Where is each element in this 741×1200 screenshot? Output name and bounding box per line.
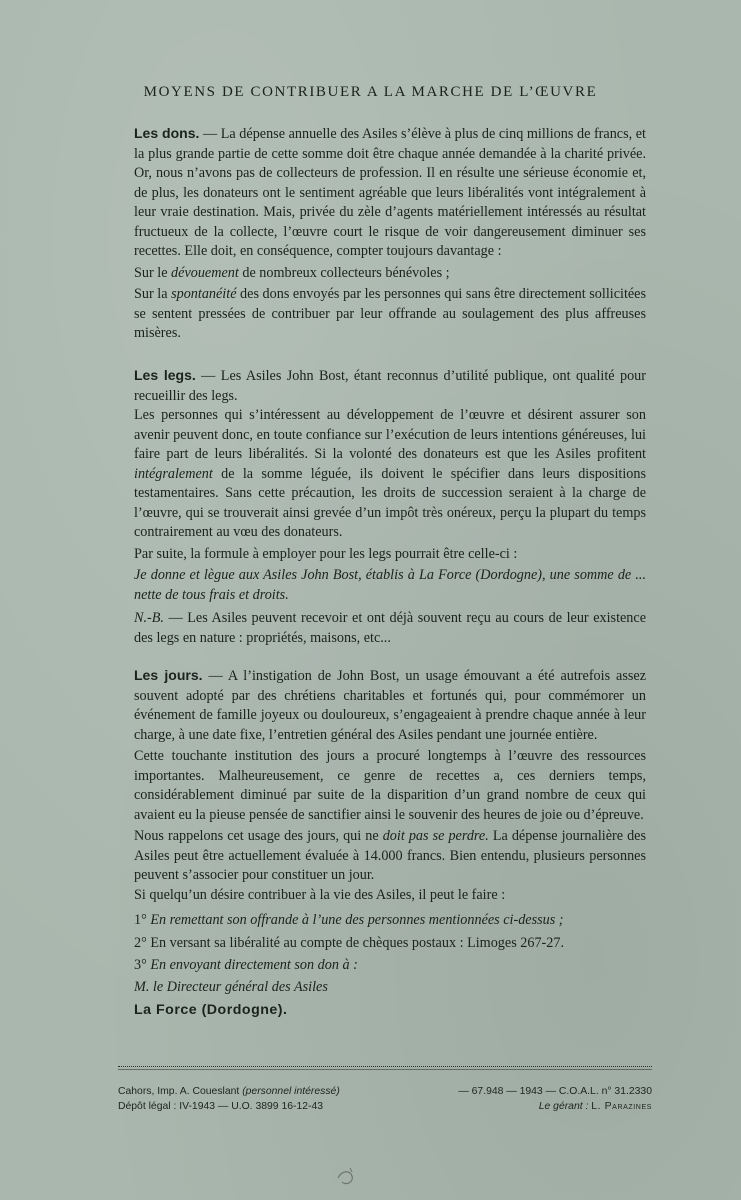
list-number-1: 1° [134,912,147,928]
page-title: MOYENS DE CONTRIBUER A LA MARCHE DE L’ŒUVRE [143,84,598,100]
jours-paragraph-2: Cette touchante institution des jours a procuré longtemps à l’œuvre des ressources importantes. Malheureusement, ce genre de recettes a, ces derniers temps, considérablement diminué par suite de la disparition d’un grand nombre de ceux qui avaient eu la pieuse pensée de sanctifier ainsi le souvenir des heures de joie ou d’épreuve. [134,748,646,823]
jours-title: Les jours. [134,667,203,683]
imprint-manager-label: Le gérant : [538,1101,589,1112]
address-place [134,1001,646,1021]
imprint-manager-name: L. Parazines [591,1101,652,1112]
dons-text-2a: Sur le [134,264,172,281]
footer-rule [118,1066,652,1067]
list-number-3: 3° [134,957,147,973]
dons-text-1: — La dépense annuelle des Asiles s’élève à plus de cinq millions de francs, et la plus grande partie de cette somme doit être chaque année demandée à la charité privée. Or, nous n’avons pas de collecteurs de profession. Il en résulte une sérieuse économie et, de plus, les donateurs ont le sentiment agréable que leurs libéralités vont intégralement à leur vraie destination. Mais, privée du zèle d’agents matériellement intéressés au résultat fructueux de la collecte, l’œuvre court le risque de voir dangereusement diminuer ses recettes. Elle doit, en conséquence, compter toujours davantage : [134,126,646,259]
section-legs [134,366,646,648]
legs-paragraph-3: Par suite, la formule à employer pour les legs pourrait être celle-ci : [134,545,518,562]
legs-title: Les legs. [134,367,196,383]
imprint-reference: — 67.948 — 1943 — C.O.A.L. n° 31.2330 [458,1086,652,1097]
section-jours [134,666,646,1021]
imprint-line-2 [118,1099,652,1114]
jours-paragraph-4: Si quelqu’un désire contribuer à la vie des Asiles, il peut le faire : [134,886,506,903]
paper-mark-icon [332,1160,362,1190]
list-text-2: En versant sa libéralité au compte de chèques postaux : Limoges 267-27. [146,934,565,951]
jours-text-3c: La dépense journalière des Asiles peut être actuellement évaluée à 14.000 francs. Bien entendu, plusieurs personnes peuvent s’associer pour constituer un jour. [134,828,646,883]
jours-list-item-3 [134,956,646,976]
list-number-2: 2° [134,934,147,951]
list-text-3: En envoyant directement son don à : [146,957,358,973]
dons-text-2b: dévouement [171,264,239,281]
imprint-legal-deposit: Dépôt légal : IV-1943 — U.O. 3899 16-12-43 [118,1101,324,1112]
legs-nb-label: N.-B. [134,610,164,626]
jours-text-3b: doit pas se perdre. [382,828,489,844]
legs-paragraph-1 [134,366,646,406]
section-dons [134,124,646,344]
dons-paragraph-3 [134,285,646,344]
jours-paragraph-3 [134,827,646,886]
legs-text-2b: intégralement [134,465,213,482]
dons-title: Les dons. [134,125,200,141]
legs-text-2c: de la somme léguée, ils doivent le spécifier dans leurs dispositions testamentaires. Sans cette précaution, les droits de succession seraient à la charge de l’œuvre, qui se trouverait ainsi grevée d’un impôt très onéreux, perçu la plupart du temps contrairement au vœu des donateurs. [134,465,646,540]
dons-text-3a: Sur la [134,286,172,302]
dons-text-2c: de nombreux collecteurs bénévoles ; [238,264,450,281]
dons-paragraph-2 [134,264,646,284]
dons-text-3c: des dons envoyés par les personnes qui sans être directement sollicitées se sentent pressées de contribuer par leur offrande au soulagement des plus affreuses misères. [134,286,646,341]
address-recipient: M. le Directeur général des Asiles [134,978,328,995]
dons-paragraph-1 [134,124,646,262]
legs-nb-text: — Les Asiles peuvent recevoir et ont déjà souvent reçu au cours de leur existence des legs en nature : propriétés, maisons, etc... [134,610,646,646]
legs-text-2a: Les personnes qui s’intéressent au développement de l’œuvre et désirent assurer son avenir peuvent donc, en toute confiance sur l’exécution de leurs intentions généreuses, lui faire part de leurs libéralités. Si la volonté des donateurs est que les Asiles profitent [134,407,646,462]
dons-text-3b: spontanéité [171,286,237,302]
jours-list-item-1 [134,911,646,931]
imprint-line-1 [118,1084,652,1099]
legs-formula: Je donne et lègue aux Asiles John Bost, établis à La Force (Dordogne), une somme de ... nette de tous frais et droits. [134,567,646,603]
address-place-text: La Force (Dordogne). [134,1002,288,1018]
jours-text-3a: Nous rappelons cet usage des jours, qui ne [134,828,383,844]
legs-text-1: — Les Asiles John Bost, étant reconnus d’utilité publique, ont qualité pour recueillir des legs. [134,368,646,404]
imprint-printer: Cahors, Imp. A. Coueslant [118,1086,240,1097]
footer-rule-line [118,1069,652,1070]
legs-paragraph-2 [134,406,646,543]
imprint-note: (personnel intéressé) [242,1086,340,1097]
jours-text-1: — A l’instigation de John Bost, un usage émouvant a été autrefois assez souvent adopté par des chrétiens charitables et fortunés qui, pour commémorer un événement de famille joyeux ou douloureux, s’engageaient à prendre chaque année à leur charge, à une date fixe, l’entretien général des Asiles pendant une journée entière. [134,668,646,743]
jours-list-item-2 [134,934,646,954]
legs-paragraph-nb [134,609,646,648]
jours-paragraph-1 [134,666,646,745]
list-text-1: En remettant son offrande à l’une des personnes mentionnées ci-dessus ; [146,912,564,928]
